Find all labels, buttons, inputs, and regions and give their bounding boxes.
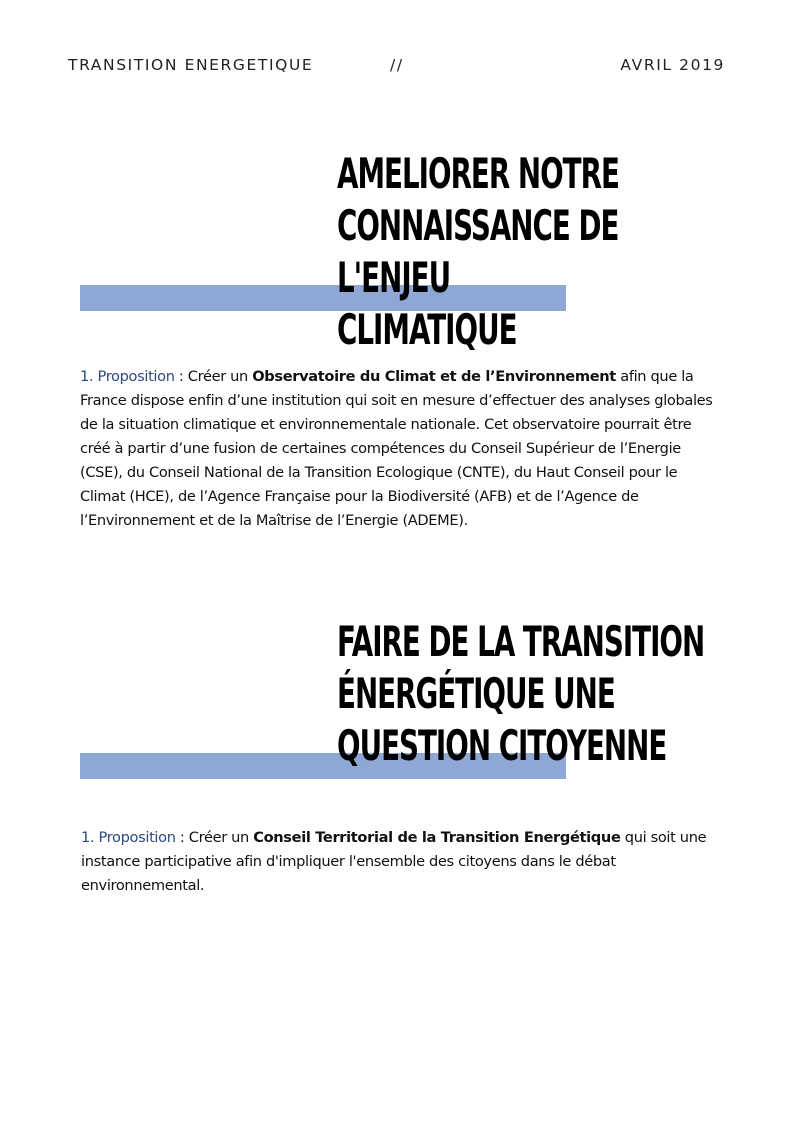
section-title bbox=[337, 616, 733, 772]
proposition-text-before: : Créer un bbox=[175, 829, 254, 846]
title-line: ÉNERGÉTIQUE UNE bbox=[337, 669, 615, 718]
proposition-paragraph bbox=[81, 826, 721, 898]
page-header bbox=[68, 56, 725, 78]
proposition-text-before: : Créer un bbox=[174, 368, 253, 385]
title-line: CLIMATIQUE bbox=[337, 305, 517, 354]
proposition-bold: Observatoire du Climat et de l’Environnement bbox=[252, 368, 616, 385]
title-line: CONNAISSANCE DE L'ENJEU bbox=[337, 201, 619, 302]
proposition-text-after: afin que la France dispose enfin d’une institution qui soit en mesure d’effectuer des analyses globales de la situation climatique et environnementale nationale. Cet observatoire pourrait être créé à partir d’une fusion de certaines compétences du Conseil Supérieur de l’Energie (CSE), du Conseil National de la Transition Ecologique (CNTE), du Haut Conseil pour le Climat (HCE), de l’Agence Française pour la Biodiversité (AFB) et de l’Agence de l’Environnement et de la Maîtrise de l’Energie (ADEME). bbox=[80, 368, 713, 529]
header-topic: TRANSITION ENERGETIQUE bbox=[68, 56, 314, 74]
header-separator: // bbox=[390, 56, 404, 74]
proposition-label: 1. Proposition bbox=[81, 829, 176, 846]
title-line: FAIRE DE LA TRANSITION bbox=[337, 617, 705, 666]
proposition-text-after: qui soit une instance participative afin d'impliquer l'ensemble des citoyens dans le débat environnemental. bbox=[81, 829, 707, 894]
section-title bbox=[337, 148, 733, 356]
proposition-label: 1. Proposition bbox=[80, 368, 175, 385]
title-line: QUESTION CITOYENNE bbox=[337, 721, 667, 770]
proposition-bold: Conseil Territorial de la Transition Energétique bbox=[253, 829, 621, 846]
header-date: AVRIL 2019 bbox=[620, 56, 725, 74]
proposition-paragraph bbox=[80, 365, 720, 533]
title-line: AMELIORER NOTRE bbox=[337, 149, 619, 198]
